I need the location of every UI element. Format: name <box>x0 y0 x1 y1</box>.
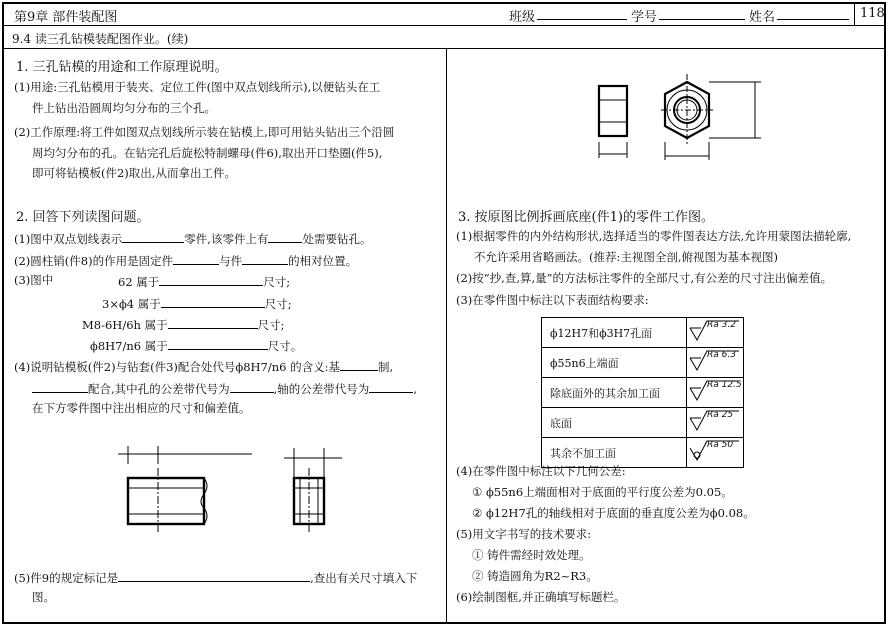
q3-blank-4[interactable] <box>168 337 268 350</box>
r-item-6: (6)绘制图框,并正确填写标题栏。 <box>456 590 626 604</box>
q3-blank-3[interactable] <box>168 316 258 329</box>
q4-text-a: (4)说明钻模板(件2)与钻套(件3)配合处代号ϕ8H7/n6 的含义:基 <box>14 360 340 374</box>
roughness-cell <box>687 378 744 408</box>
roughness-value: Ra 3.2 <box>707 320 736 330</box>
q5-line-2: 图。 <box>32 590 55 604</box>
q2-text-a: (2)圆柱销(件8)的作用是固定件 <box>14 254 174 268</box>
student-id-field[interactable] <box>659 7 745 20</box>
roughness-cell <box>687 318 744 348</box>
q3-item-4: ϕ8H7/n6 属于 <box>90 339 168 353</box>
q1-text-b: 零件,该零件上有 <box>184 232 269 246</box>
roughness-value: Ra 6.3 <box>707 350 736 360</box>
class-label: 班级 <box>509 10 536 25</box>
q3-unit-3: 尺寸; <box>257 318 285 332</box>
s1-purpose-line2: 件上钻出沿圆周均匀分布的三个孔。 <box>32 101 216 115</box>
q4-text-b: 制, <box>378 360 394 374</box>
r-item-1-line2: 不允许采用省略画法。(推荐:主视图全剖,俯视图为基本视图) <box>474 250 779 264</box>
q4-text-c: 配合,其中孔的公差带代号为 <box>88 382 230 396</box>
q2-text-c: 的相对位置。 <box>288 254 358 268</box>
s1-principle-line3: 即可将钻模板(件2)取出,从而拿出工件。 <box>32 166 236 180</box>
nut-side-outline <box>599 86 627 136</box>
surface-row <box>542 438 744 468</box>
q3-unit-1: 尺寸; <box>263 275 291 289</box>
subtitle-bar <box>4 26 884 49</box>
question-5 <box>14 569 417 585</box>
surface-row <box>542 348 744 378</box>
exercise-title: 9.4 读三孔钻模装配图作业。(续) <box>12 32 189 46</box>
worksheet-page <box>2 2 886 624</box>
surface-row <box>542 378 744 408</box>
r-item-4: (4)在零件图中标注以下几何公差: <box>456 464 626 478</box>
surface-name: 其余不加工面 <box>542 438 687 468</box>
section-3-title: 3. 按原图比例拆画底座(件1)的零件工作图。 <box>458 210 714 225</box>
q2-text-b: 与件 <box>219 254 243 268</box>
r-item-4-1: ① ϕ55n6上端面相对于底面的平行度公差为0.05。 <box>472 485 733 499</box>
surface-finish-table <box>541 317 744 468</box>
section-1-title: 1. 三孔钻模的用途和工作原理说明。 <box>16 60 228 75</box>
r-item-2: (2)按“抄,查,算,量”的方法标注零件的全部尺寸,有公差的尺寸注出偏差值。 <box>456 271 833 285</box>
name-field[interactable] <box>777 7 849 20</box>
q5-text-a: (5)件9的规定标记是 <box>14 571 119 585</box>
q3-blank-2[interactable] <box>161 295 265 308</box>
surface-row <box>542 408 744 438</box>
surface-name: 底面 <box>542 408 687 438</box>
surface-name: 除底面外的其余加工面 <box>542 378 687 408</box>
r-item-5: (5)用文字书写的技术要求: <box>456 527 592 541</box>
q3-unit-2: 尺寸; <box>264 297 292 311</box>
bushing-drawing <box>114 444 344 534</box>
r-item-1-line1: (1)根据零件的内外结构形状,选择适当的零件图表达方法,允许用蒙图法描轮廓, <box>456 229 852 243</box>
roughness-value: Ra 25 <box>707 410 734 420</box>
page-number: 118 <box>860 6 885 21</box>
column-divider <box>446 49 447 622</box>
q3-blank-1[interactable] <box>159 273 263 286</box>
chapter-title: 第9章 部件装配图 <box>14 10 118 25</box>
q4-blank-3[interactable] <box>230 380 274 393</box>
surface-name: ϕ12H7和ϕ3H7孔面 <box>542 318 687 348</box>
q1-text-a: (1)图中双点划线表示 <box>14 232 123 246</box>
header-divider <box>854 4 855 25</box>
q2-blank-1[interactable] <box>173 252 219 265</box>
q3-item-1: 62 属于 <box>118 275 160 289</box>
q1-blank-1[interactable] <box>122 230 184 243</box>
r-item-4-2: ② ϕ12H7孔的轴线相对于底面的垂直度公差为ϕ0.08。 <box>472 506 755 520</box>
q1-blank-2[interactable] <box>268 230 302 243</box>
q3-row-3 <box>82 316 284 332</box>
q4-blank-4[interactable] <box>369 380 413 393</box>
q2-blank-2[interactable] <box>242 252 288 265</box>
q5-text-b: ,查出有关尺寸填入下 <box>310 571 418 585</box>
roughness-cell <box>687 438 744 468</box>
q4-blank-2[interactable] <box>32 380 88 393</box>
roughness-value: Ra 50 <box>707 440 734 450</box>
r-item-5-1: ① 铸件需经时效处理。 <box>472 548 591 562</box>
surface-name: ϕ55n6上端面 <box>542 348 687 378</box>
question-1 <box>14 230 371 246</box>
class-field[interactable] <box>537 7 627 20</box>
q3-row-2 <box>102 295 292 311</box>
r-item-3: (3)在零件图中标注以下表面结构要求: <box>456 293 649 307</box>
q4-line-1 <box>14 358 393 374</box>
q1-text-c: 处需要钻孔。 <box>302 232 372 246</box>
q4-line-3: 在下方零件图中注出相应的尺寸和偏差值。 <box>32 401 251 415</box>
r-item-5-2: ② 铸造圆角为R2~R3。 <box>472 569 598 583</box>
q3-row-1 <box>118 273 290 289</box>
s1-principle-line2: 周均匀分布的孔。在钻完孔后旋松特制螺母(件6),取出开口垫圈(件5), <box>32 146 383 160</box>
q3-item-3: M8-6H/6h 属于 <box>82 318 168 332</box>
q4-line-2 <box>32 380 417 396</box>
q4-text-d: ,轴的公差带代号为 <box>273 382 370 396</box>
question-2 <box>14 252 357 268</box>
name-label: 姓名 <box>749 10 776 25</box>
s1-purpose-line1: (1)用途:三孔钻模用于装夹、定位工件(图中双点划线所示),以便钻头在工 <box>14 80 381 94</box>
q3-label: (3)图中 <box>14 273 54 287</box>
surface-row <box>542 318 744 348</box>
header-bar <box>4 4 884 26</box>
nut-drawing <box>589 66 769 166</box>
bushing-section-outline <box>128 478 204 524</box>
q4-text-e: , <box>413 382 417 396</box>
roughness-value: Ra 12.5 <box>707 380 742 390</box>
q5-blank[interactable] <box>118 569 310 582</box>
roughness-cell <box>687 348 744 378</box>
section-2-title: 2. 回答下列读图问题。 <box>16 210 150 225</box>
s1-principle-line1: (2)工作原理:将工件如图双点划线所示装在钻模上,即可用钻头钻出三个沿圆 <box>14 125 395 139</box>
roughness-cell <box>687 408 744 438</box>
q3-unit-4: 尺寸。 <box>267 339 303 353</box>
q4-blank-1[interactable] <box>340 358 378 371</box>
q3-item-2: 3×ϕ4 属于 <box>102 297 161 311</box>
student-id-label: 学号 <box>631 10 658 25</box>
q3-row-4 <box>90 337 302 353</box>
